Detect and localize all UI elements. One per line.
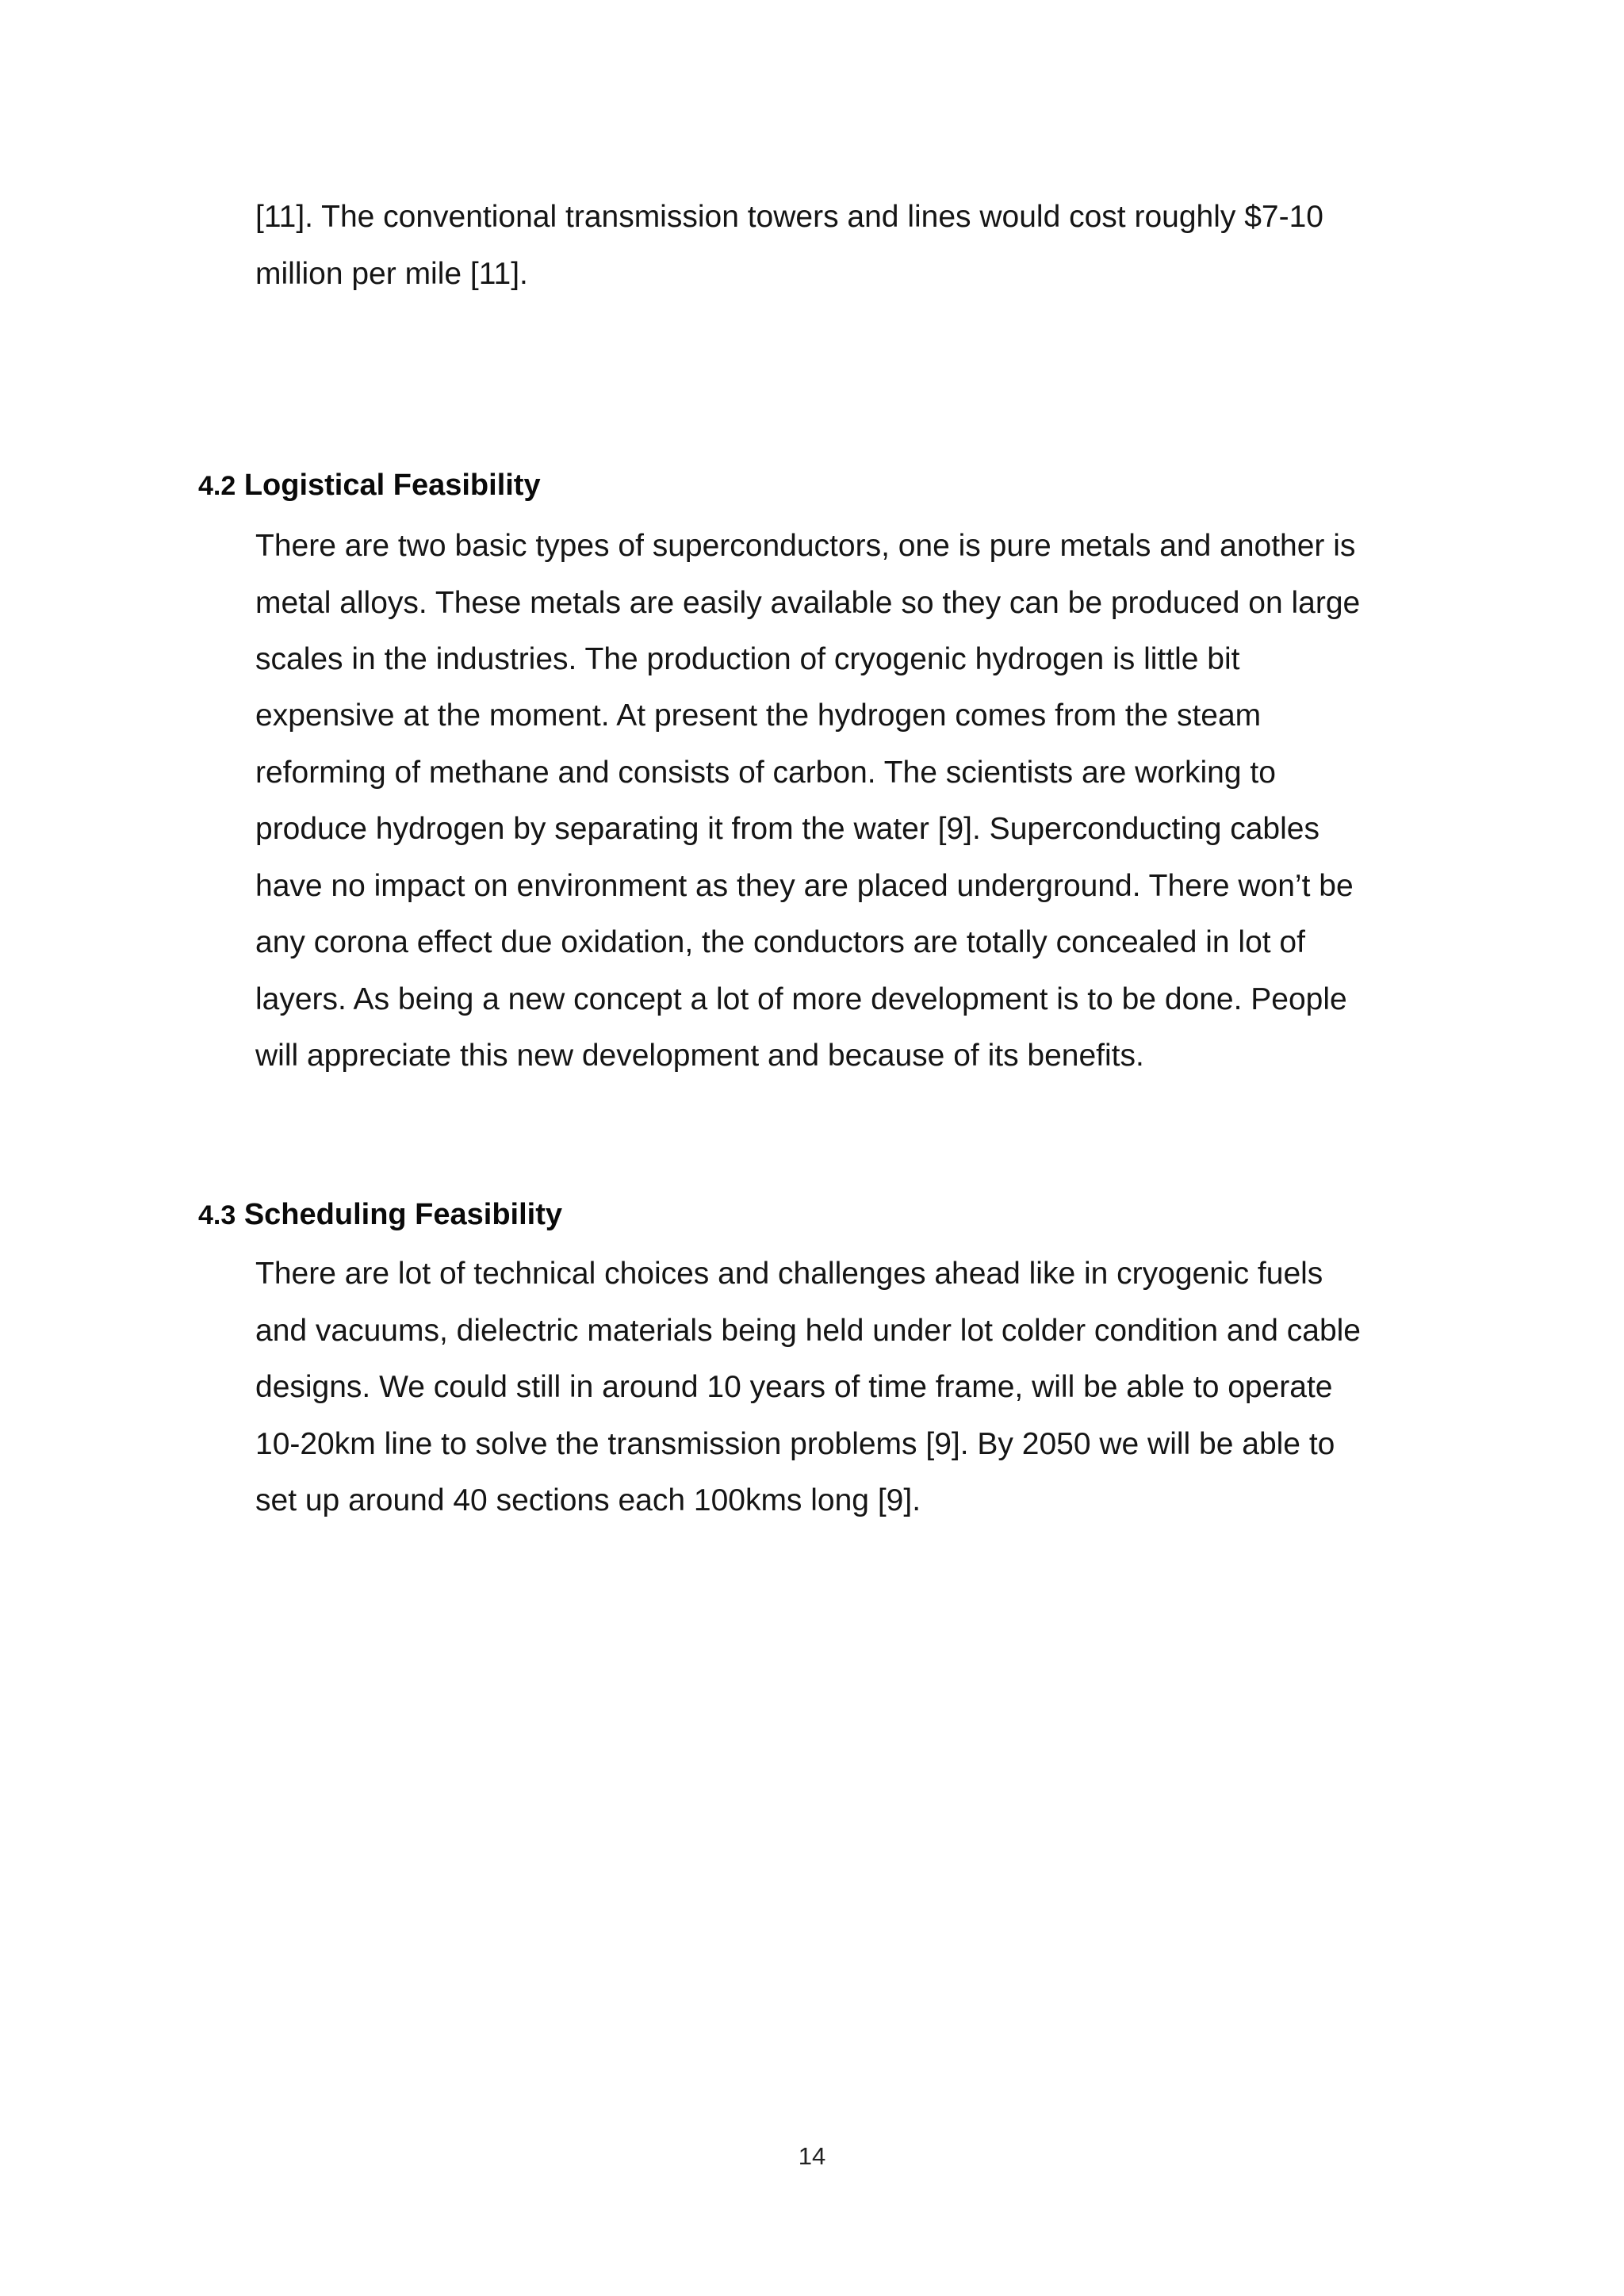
page-number: 14 — [798, 2142, 826, 2170]
section-heading — [198, 466, 541, 505]
body-text-line: reforming of methane and consists of carbon. The scientists are working to — [255, 756, 1276, 790]
body-text-line: produce hydrogen by separating it from the water [9]. Superconducting cables — [255, 812, 1320, 846]
section-title: Scheduling Feasibility — [243, 1198, 563, 1231]
section-number: 4.2 — [198, 471, 236, 501]
body-text-line: layers. As being a new concept a lot of more development is to be done. People — [255, 982, 1347, 1016]
body-text-line: metal alloys. These metals are easily available so they can be produced on large — [255, 586, 1361, 620]
body-text-line: expensive at the moment. At present the hydrogen comes from the steam — [255, 698, 1262, 733]
section-title: Logistical Feasibility — [243, 469, 541, 502]
body-text-line: There are lot of technical choices and challenges ahead like in cryogenic fuels — [255, 1257, 1323, 1291]
body-text-line: million per mile [11]. — [255, 257, 528, 291]
body-text-line: scales in the industries. The production of cryogenic hydrogen is little bit — [255, 642, 1240, 676]
section-number: 4.3 — [198, 1200, 236, 1230]
body-text-line: There are two basic types of superconductors, one is pure metals and another is — [255, 529, 1356, 563]
body-text-line: will appreciate this new development and because of its benefits. — [255, 1039, 1144, 1073]
body-text-line: [11]. The conventional transmission towers and lines would cost roughly $7-10 — [255, 200, 1323, 234]
body-text-line: any corona effect due oxidation, the conductors are totally concealed in lot of — [255, 925, 1305, 959]
body-text-line: designs. We could still in around 10 years of time frame, will be able to operate — [255, 1370, 1333, 1404]
body-text-line: 10-20km line to solve the transmission problems [9]. By 2050 we will be able to — [255, 1427, 1335, 1461]
body-text-line: and vacuums, dielectric materials being held under lot colder condition and cable — [255, 1314, 1361, 1348]
body-text-line: set up around 40 sections each 100kms long [9]. — [255, 1483, 921, 1517]
section-heading — [198, 1196, 562, 1234]
body-text-line: have no impact on environment as they are placed underground. There won’t be — [255, 869, 1354, 903]
